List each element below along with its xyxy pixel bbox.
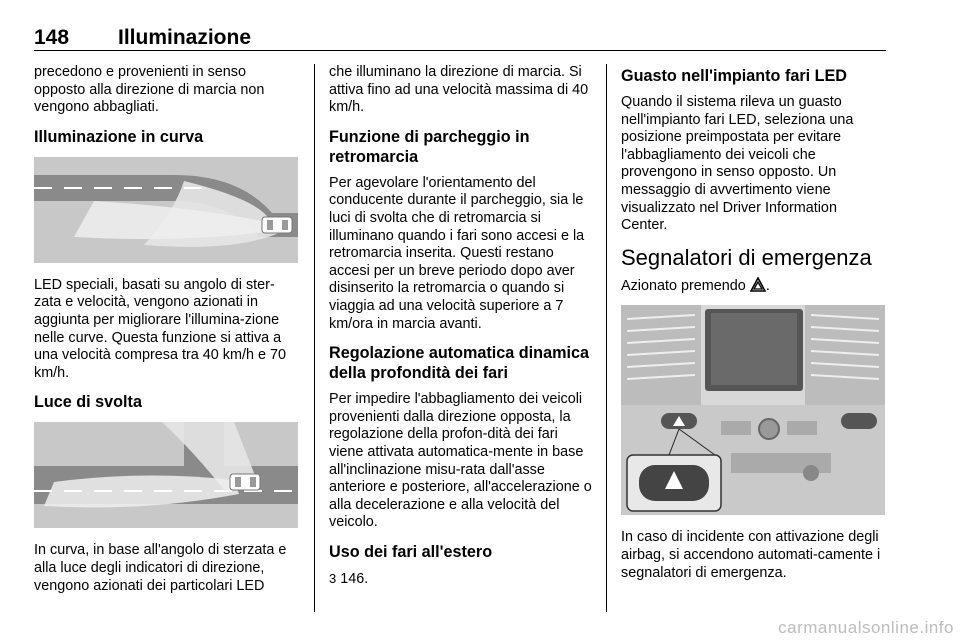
column-left xyxy=(34,64,300,595)
turn-light-illustration xyxy=(34,422,298,528)
column-middle xyxy=(329,64,592,588)
paragraph xyxy=(621,277,886,296)
section-heading-abroad: Uso dei fari all'estero xyxy=(329,542,493,561)
paragraph: precedono e provenienti in senso opposto alla direzione di marcia non vengono abbagliati. xyxy=(34,64,265,116)
page-number: 148 xyxy=(34,26,70,49)
paragraph: LED speciali, basati su angolo di ster-zata e velocità, vengono azionati in aggiunta per migliorare l'illumina-zione nelle curve. Questa funzione si attiva a una velocità compresa tra 40 km/h e 70 km/h. xyxy=(34,276,286,381)
curve-lighting-illustration xyxy=(34,157,298,263)
text-fragment: Azionato premendo xyxy=(621,277,746,294)
page-title: Illuminazione xyxy=(118,26,252,49)
paragraph: In caso di incidente con attivazione degli airbag, si accendono automati-camente i segnalatori di emergenza. xyxy=(621,529,881,581)
section-heading-hazard-lights: Segnalatori di emergenza xyxy=(621,244,872,270)
watermark: carmanualsonline.info xyxy=(778,618,954,637)
section-heading-parking: Funzione di parcheggio in retromarcia xyxy=(329,127,530,166)
reference-page: 146. xyxy=(340,570,369,587)
page-reference-icon: 3 xyxy=(329,570,337,586)
paragraph: che illuminano la direzione di marcia. Si attiva fino ad una velocità massima di 40 km/h. xyxy=(329,64,589,116)
page-header xyxy=(34,22,886,51)
paragraph: In curva, in base all'angolo di sterzata e alla luce degli indicatori di direzione, vengono azionati dei particolari LED xyxy=(34,542,287,594)
section-heading-headlight-leveling: Regolazione automatica dinamica della profondità dei fari xyxy=(329,344,589,383)
text-fragment: . xyxy=(765,277,770,294)
paragraph: Quando il sistema rileva un guasto nell'impianto fari LED, seleziona una posizione preimpostata per evitare l'abbagliamento dei veicoli che provengono in senso opposto. Un messaggio di avvertimento viene visualizzato nel Driver Information Center. xyxy=(621,94,854,234)
section-heading-turn-light: Luce di svolta xyxy=(34,393,142,412)
hazard-button-dashboard-illustration xyxy=(621,305,885,515)
paragraph: Per agevolare l'orientamento del conducente durante il parcheggio, sia le luci di svolta che di retromarcia si illuminano quando i fari sono accesi e la retromarcia inserita. Questi restano accesi per un breve periodo dopo aver disinserito la retromarcia o quando si viaggia ad una velocità superiore a 7 km/ora in marcia avanti. xyxy=(329,174,585,332)
column-divider xyxy=(314,64,315,612)
page-reference[interactable] xyxy=(329,570,592,589)
section-heading-curve-lighting: Illuminazione in curva xyxy=(34,127,204,146)
column-right xyxy=(621,64,886,582)
section-heading-led-fault: Guasto nell'impianto fari LED xyxy=(621,67,848,85)
paragraph: Per impedire l'abbagliamento dei veicoli provenienti dalla direzione opposta, la regolazione della profon-dità dei fari viene attivata automatica-mente in base all'inclinazione misu-rata dall'asse anteriore e posteriore, all'accelerazione o alla decelerazione e alla velocità del veicolo. xyxy=(329,391,592,531)
column-divider xyxy=(606,64,607,612)
hazard-triangle-icon xyxy=(750,277,766,292)
